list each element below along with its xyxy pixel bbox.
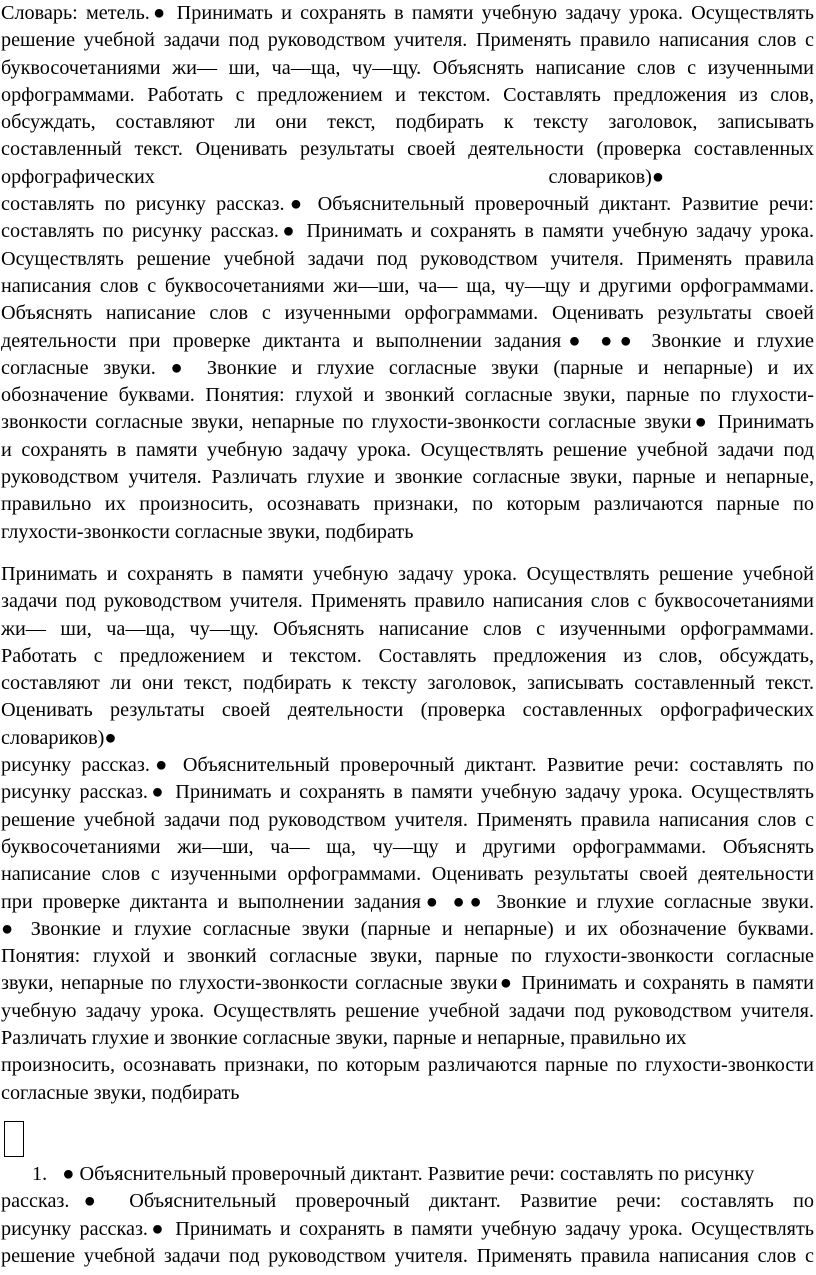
paragraph-1 — [1, 0, 814, 546]
text-line: орфограммами. Работать с предложением и текстом. Составлять предложения из слов, — [1, 83, 814, 106]
text-line: Словарь: метель.● Принимать и сохранять в памяти учебную задачу урока. Осуществлять — [1, 2, 814, 24]
text-line: написание слов с изученными орфограммами. Оценивать результаты своей деятельности — [1, 863, 814, 886]
text-line: буквосочетаниями жи— ши, ча—ща, чу—щу. Объяснять написание слов с изученными — [1, 56, 814, 79]
text-line: рисунку рассказ.● Принимать и сохранять в памяти учебную задачу урока. Осуществлять — [1, 1217, 814, 1240]
text-line: Объяснять написание слов с изученными орфограммами. Оценивать результаты своей — [1, 302, 814, 325]
text-line: составлять по рисунку рассказ.● Принимать и сохранять в памяти учебную задачу урока. — [1, 220, 814, 243]
text-line: учебную задачу урока. Осуществлять решение учебной задачи под руководством учителя. — [1, 999, 814, 1022]
text-line: написания слов с буквосочетаниями жи—ши, ча— ща, чу—щу и другими орфограммами. — [1, 274, 814, 297]
list-item-1: 1. ● Объяснительный проверочный диктант. Развитие речи: составлять по рисунку — [32, 1163, 755, 1185]
text-line: глухости-звонкости согласные звуки, подбирать — [1, 520, 414, 543]
paragraph-2 — [1, 561, 814, 1107]
text-line: решение учебной задачи под руководством учителя. Применять правило написания слов с — [1, 29, 814, 52]
text-line: Принимать и сохранять в памяти учебную задачу урока. Осуществлять решение учебной — [1, 563, 814, 585]
text-line: правильно их произносить, осознавать признаки, по которым различаются парные по — [1, 493, 814, 516]
empty-checkbox-frame — [4, 1121, 24, 1157]
numbered-list — [1, 1161, 814, 1270]
text-line: обсуждать, составляют ли они текст, подбирать к тексту заголовок, записывать — [1, 111, 814, 134]
text-line: составлять по рисунку рассказ.● Объяснительный проверочный диктант. Развитие речи: — [1, 193, 814, 216]
text-line: и сохранять в памяти учебную задачу урока. Осуществлять решение учебной задачи под — [1, 438, 814, 461]
text-line: рассказ.● Объяснительный проверочный диктант. Развитие речи: составлять по — [1, 1190, 814, 1213]
text-line: деятельности при проверке диктанта и выполнении задания● ●● Звонкие и глухие — [1, 329, 814, 352]
text-line: Различать глухие и звонкие согласные звуки, парные и непарные, правильно их — [1, 1027, 687, 1050]
text-line: орфографических словариков)● — [1, 165, 665, 188]
text-line: решение учебной задачи под руководством учителя. Применять правила написания слов с — [1, 808, 814, 831]
text-line: обозначение буквами. Понятия: глухой и звонкий согласные звуки, парные по глухости- — [1, 384, 814, 407]
text-line: ● Звонкие и глухие согласные звуки (парные и непарные) и их обозначение буквами. — [1, 917, 814, 940]
text-line: при проверке диктанта и выполнении задания● ●● Звонкие и глухие согласные звуки. — [1, 890, 814, 913]
text-line: составленный текст. Оценивать результаты своей деятельности (проверка составленных — [1, 138, 814, 161]
text-line: произносить, осознавать признаки, по которым различаются парные по глухости-звонкости — [1, 1054, 814, 1077]
text-line: согласные звуки, подбирать — [1, 1081, 240, 1104]
text-line: составляют ли они текст, подбирать к тексту заголовок, записывать составленный текст. — [1, 672, 814, 695]
text-line: звонкости согласные звуки, непарные по глухости-звонкости согласные звуки● Принимать — [1, 411, 814, 434]
text-line: Осуществлять решение учебной задачи под руководством учителя. Применять правила — [1, 247, 814, 270]
text-line: буквосочетаниями жи—ши, ча— ща, чу—щу и другими орфограммами. Объяснять — [1, 835, 814, 858]
text-line: Работать с предложением и текстом. Составлять предложения из слов, обсуждать, — [1, 644, 814, 667]
text-line: руководством учителя. Различать глухие и звонкие согласные звуки, парные и непарные, — [1, 466, 814, 489]
text-line: словариков)● — [1, 726, 117, 749]
text-line: Понятия: глухой и звонкий согласные звуки, парные по глухости-звонкости согласные — [1, 945, 814, 968]
text-line: решение учебной задачи под руководством учителя. Применять правила написания слов с — [1, 1244, 814, 1267]
text-line: Оценивать результаты своей деятельности (проверка составленных орфографических — [1, 699, 814, 722]
text-line: согласные звуки. ● Звонкие и глухие согласные звуки (парные и непарные) и их — [1, 356, 814, 379]
text-line: звуки, непарные по глухости-звонкости согласные звуки● Принимать и сохранять в памяти — [1, 972, 814, 995]
text-line: рисунку рассказ.● Принимать и сохранять в памяти учебную задачу урока. Осуществлять — [1, 781, 814, 804]
text-line: задачи под руководством учителя. Применять правило написания слов с буквосочетаниями — [1, 590, 814, 613]
text-line: рисунку рассказ.● Объяснительный проверочный диктант. Развитие речи: составлять по — [1, 754, 814, 777]
text-line: жи— ши, ча—ща, чу—щу. Объяснять написание слов с изученными орфограммами. — [1, 617, 814, 640]
